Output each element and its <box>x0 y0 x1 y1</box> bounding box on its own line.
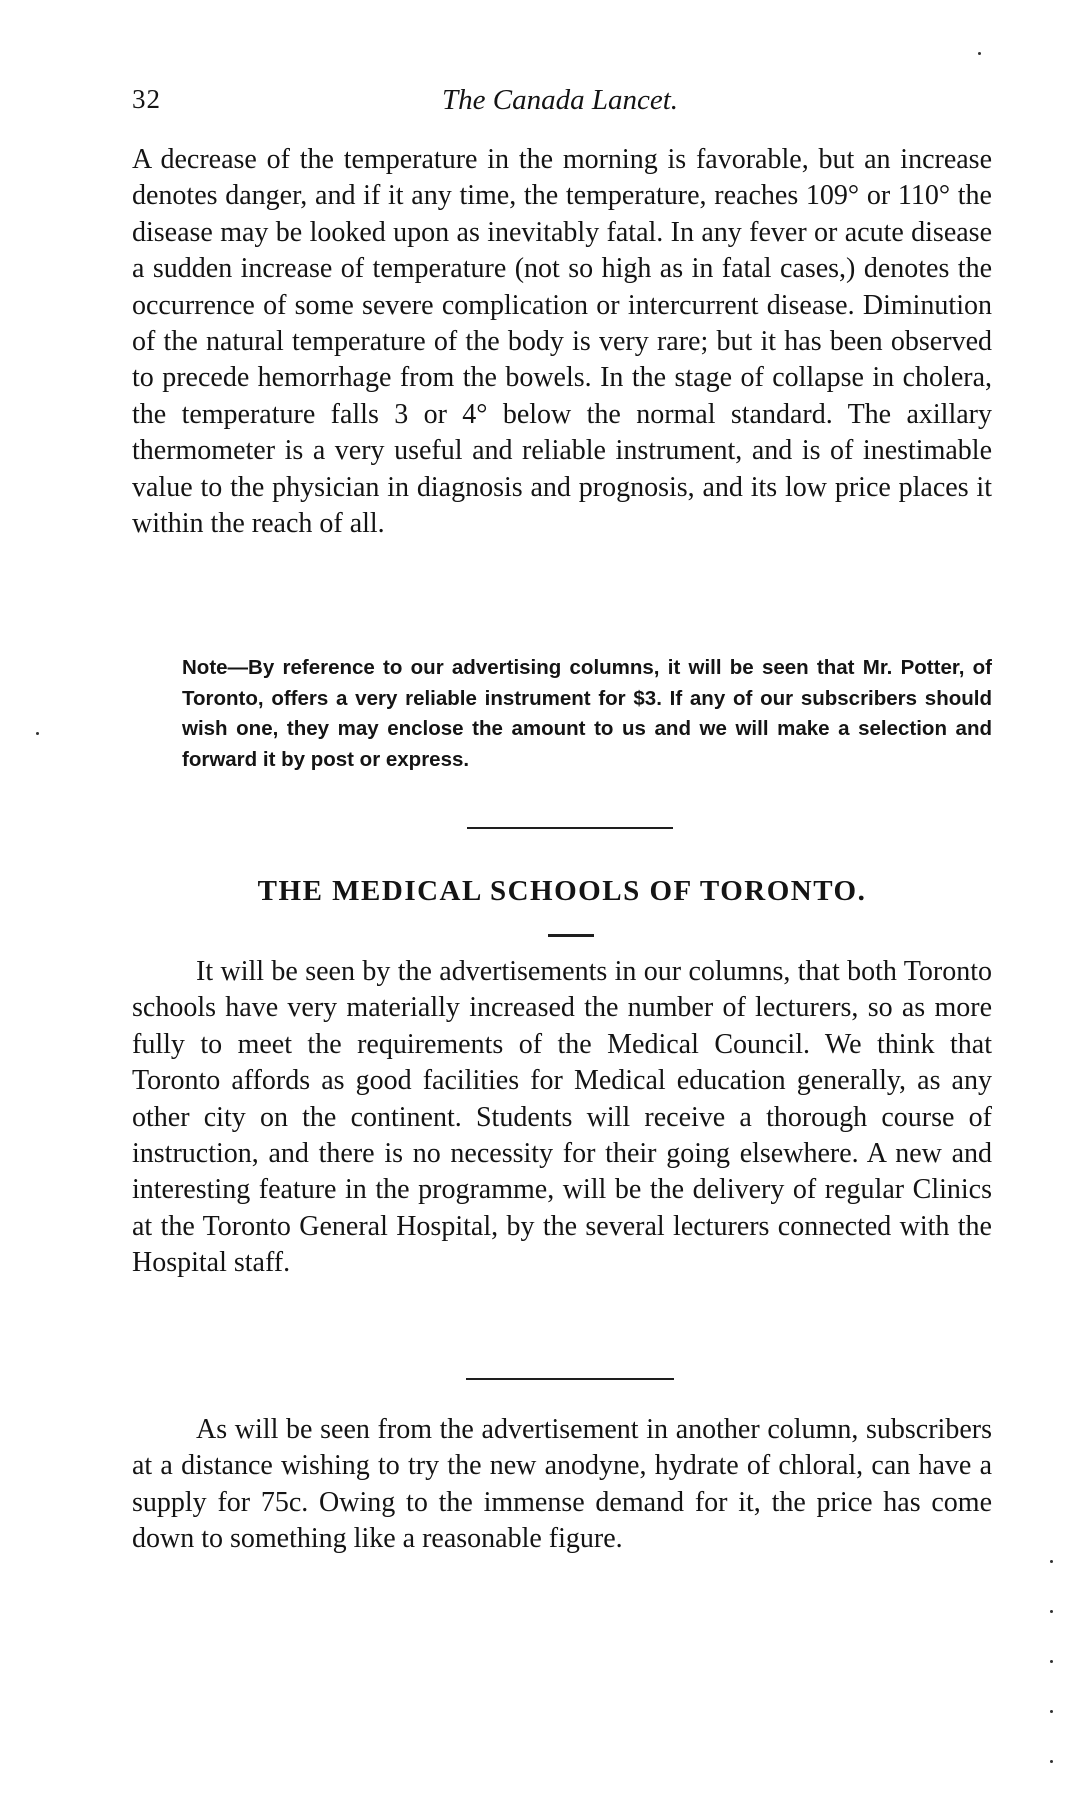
scan-speck <box>1050 1760 1053 1763</box>
temperature-paragraph: A decrease of the temperature in the morning is favorable, but an increase denotes danger, and if it any time, the temperature, reaches 109° or 110° the disease may be looked upon as inevitably fatal. In any fever or acute disease a sudden increase of temperature (not so high as in fatal cases,) denotes the occurrence of some severe complication or intercurrent disease. Diminution of the natural temperature of the body is very rare; but it has been observed to precede hemorrhage from the bowels. In the stage of collapse in cholera, the temperature falls 3 or 4° below the normal standard. The axillary thermometer is a very useful and reliable instrument, and is of inestimable value to the physician in diagnosis and prognosis, and its low price places it within the reach of all. <box>132 144 992 540</box>
section-divider <box>466 1378 674 1380</box>
scan-speck <box>1050 1560 1053 1563</box>
scan-speck <box>1050 1710 1053 1713</box>
chloral-paragraph: As will be seen from the advertisement in another column, subscribers at a distance wishing to try the new anodyne, hydrate of chloral, can have a supply for 75c. Owing to the immense demand for it, the price has come down to something like a reasonable figure. <box>132 1414 992 1555</box>
page-header <box>132 84 988 124</box>
page-number: 32 <box>132 84 161 114</box>
medical-schools-paragraph: It will be seen by the advertisements in our columns, that both Toronto schools have very materially increased the number of lecturers, so as more fully to meet the requirements of the Medical Council. We think that Toronto affords as good facilities for Medical education generally, as any other city on the continent. Students will receive a thorough course of instruction, and there is no necessity for their going elsewhere. A new and interesting feature in the programme, will be the delivery of regular Clinics at the Toronto General Hospital, by the several lecturers connected with the Hospital staff. <box>132 956 992 1279</box>
section-heading: THE MEDICAL SCHOOLS OF TORONTO. <box>257 875 867 907</box>
scan-speck <box>36 732 39 735</box>
running-title: The Canada Lancet. <box>441 84 679 116</box>
scan-speck <box>1050 1660 1053 1663</box>
heading-underline <box>548 934 594 937</box>
editor-note: Note—By reference to our advertising columns, it will be seen that Mr. Potter, of Toronto, offers a very reliable instrument for $3. If any of our subscribers should wish one, they may enclose the amount to us and we will make a selection and forward it by post or express. <box>182 656 992 771</box>
scan-speck <box>1050 1610 1053 1613</box>
scan-speck <box>978 52 981 55</box>
section-divider <box>467 827 673 829</box>
